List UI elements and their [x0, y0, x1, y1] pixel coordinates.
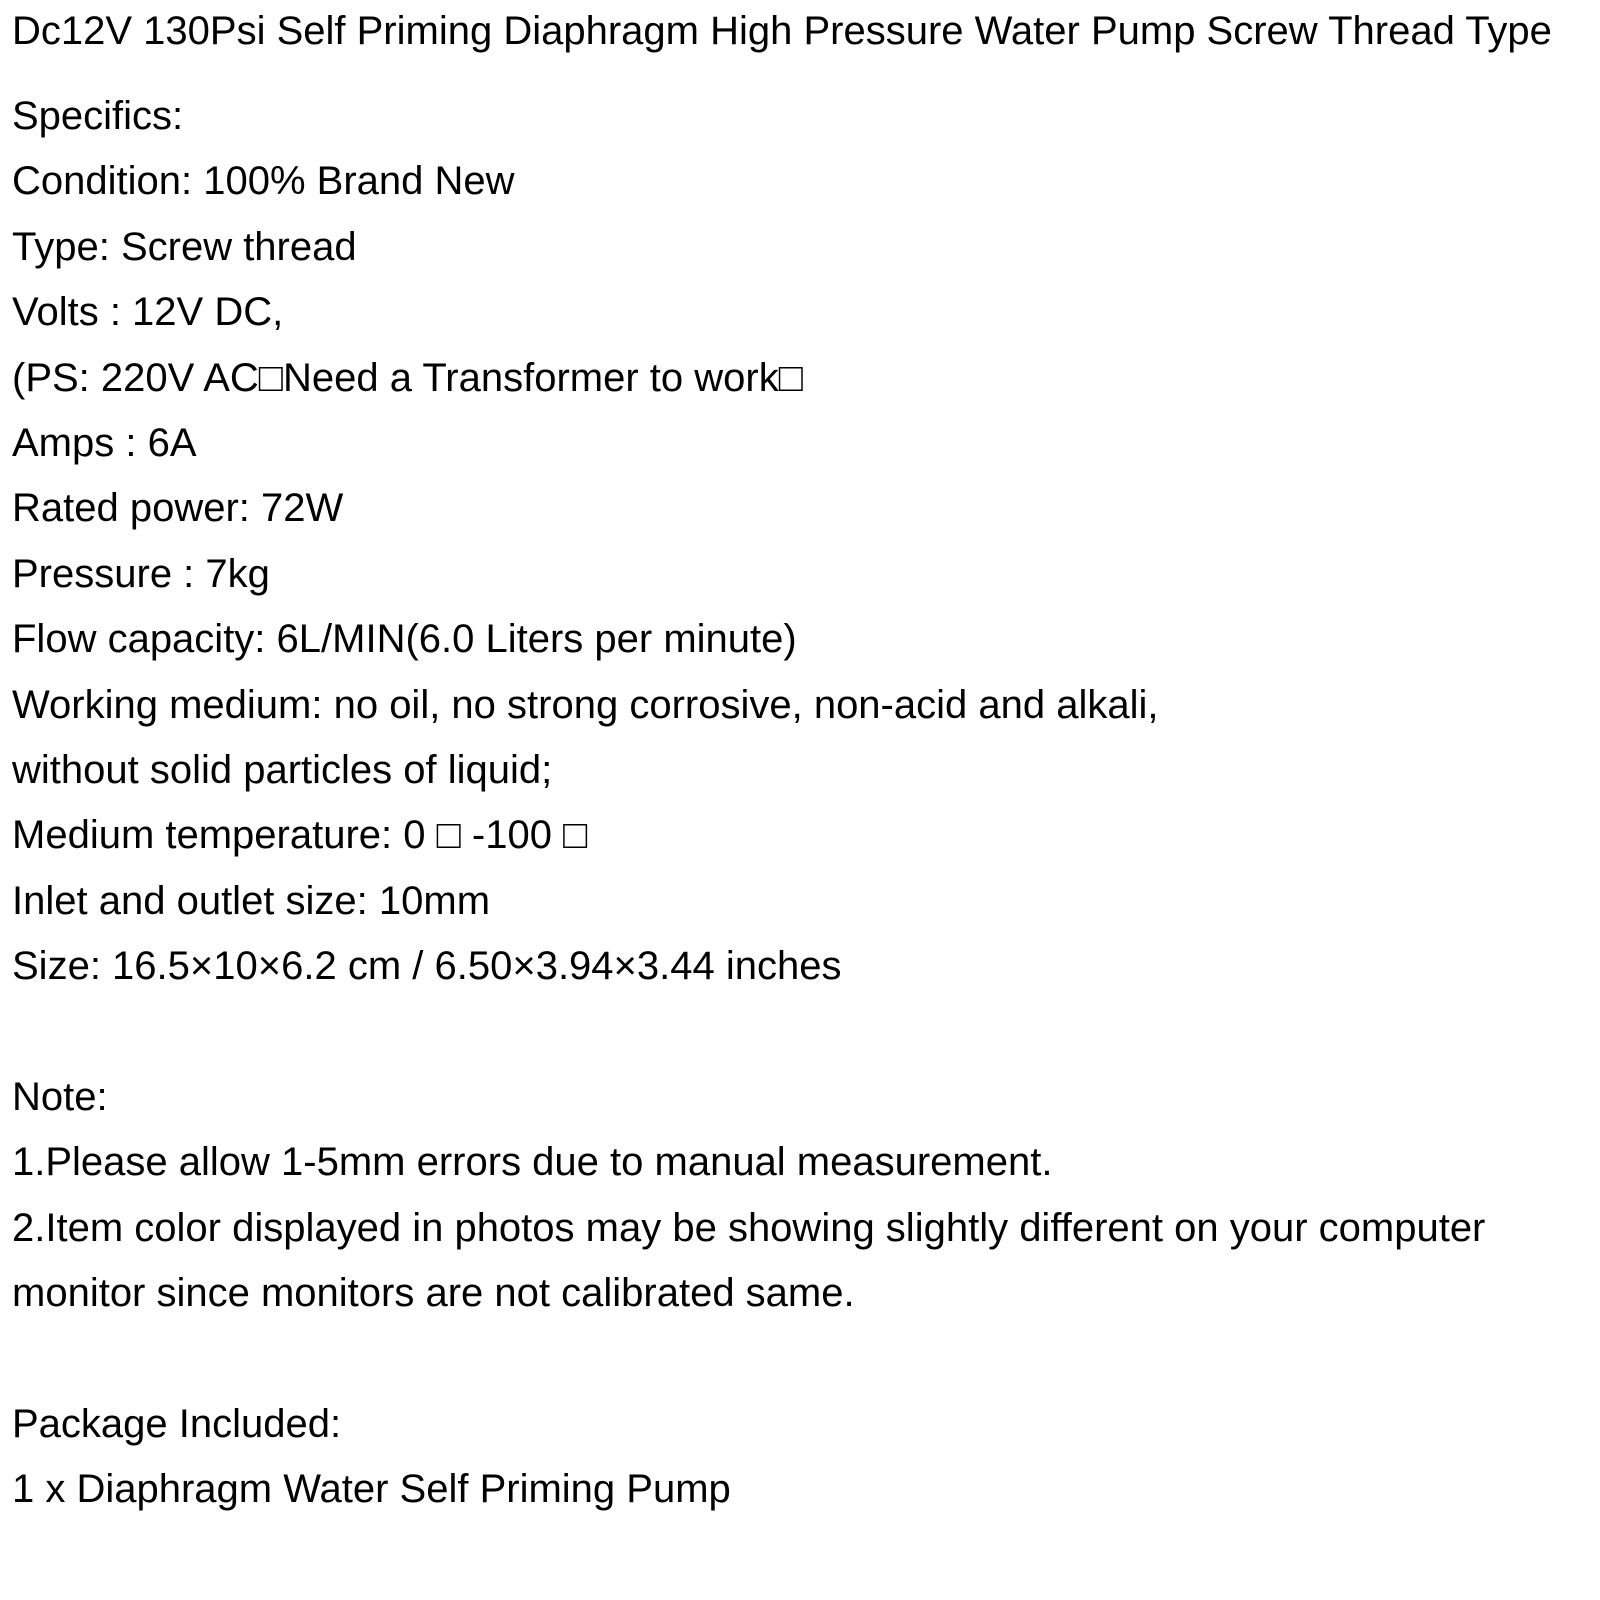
- spec-medium-temperature: Medium temperature: 0 □ -100 □: [12, 813, 588, 858]
- spec-working-medium-cont: without solid particles of liquid;: [12, 747, 553, 792]
- note-item-1: 1.Please allow 1-5mm errors due to manual measurement.: [12, 1140, 1053, 1185]
- spec-flow-capacity: Flow capacity: 6L/MIN(6.0 Liters per minute): [12, 617, 797, 662]
- spec-type: Type: Screw thread: [12, 224, 357, 269]
- package-heading: Package Included:: [12, 1401, 342, 1446]
- specifics-heading: Specifics:: [12, 94, 184, 138]
- note-heading: Note:: [12, 1074, 108, 1119]
- spec-condition: Condition: 100% Brand New: [12, 159, 515, 204]
- note-item-2: 2.Item color displayed in photos may be showing slightly different on your computer: [12, 1205, 1486, 1250]
- blank-line: [12, 1326, 1485, 1391]
- spec-inlet-outlet-size: Inlet and outlet size: 10mm: [12, 878, 491, 923]
- spec-working-medium: Working medium: no oil, no strong corrosive, non-acid and alkali,: [12, 682, 1159, 727]
- spec-volts: Volts : 12V DC,: [12, 290, 284, 335]
- spec-pressure: Pressure : 7kg: [12, 551, 270, 596]
- description-body: [12, 84, 1485, 1523]
- spec-volts-note: (PS: 220V AC□Need a Transformer to work□: [12, 355, 803, 400]
- blank-line: [12, 999, 1485, 1064]
- spec-rated-power: Rated power: 72W: [12, 486, 344, 531]
- spec-size: Size: 16.5×10×6.2 cm / 6.50×3.94×3.44 inches: [12, 944, 842, 989]
- note-item-2-cont: monitor since monitors are not calibrated same.: [12, 1271, 855, 1316]
- product-title: Dc12V 130Psi Self Priming Diaphragm High Pressure Water Pump Screw Thread Type: [12, 9, 1552, 53]
- spec-amps: Amps : 6A: [12, 420, 197, 465]
- package-item-1: 1 x Diaphragm Water Self Priming Pump: [12, 1467, 731, 1512]
